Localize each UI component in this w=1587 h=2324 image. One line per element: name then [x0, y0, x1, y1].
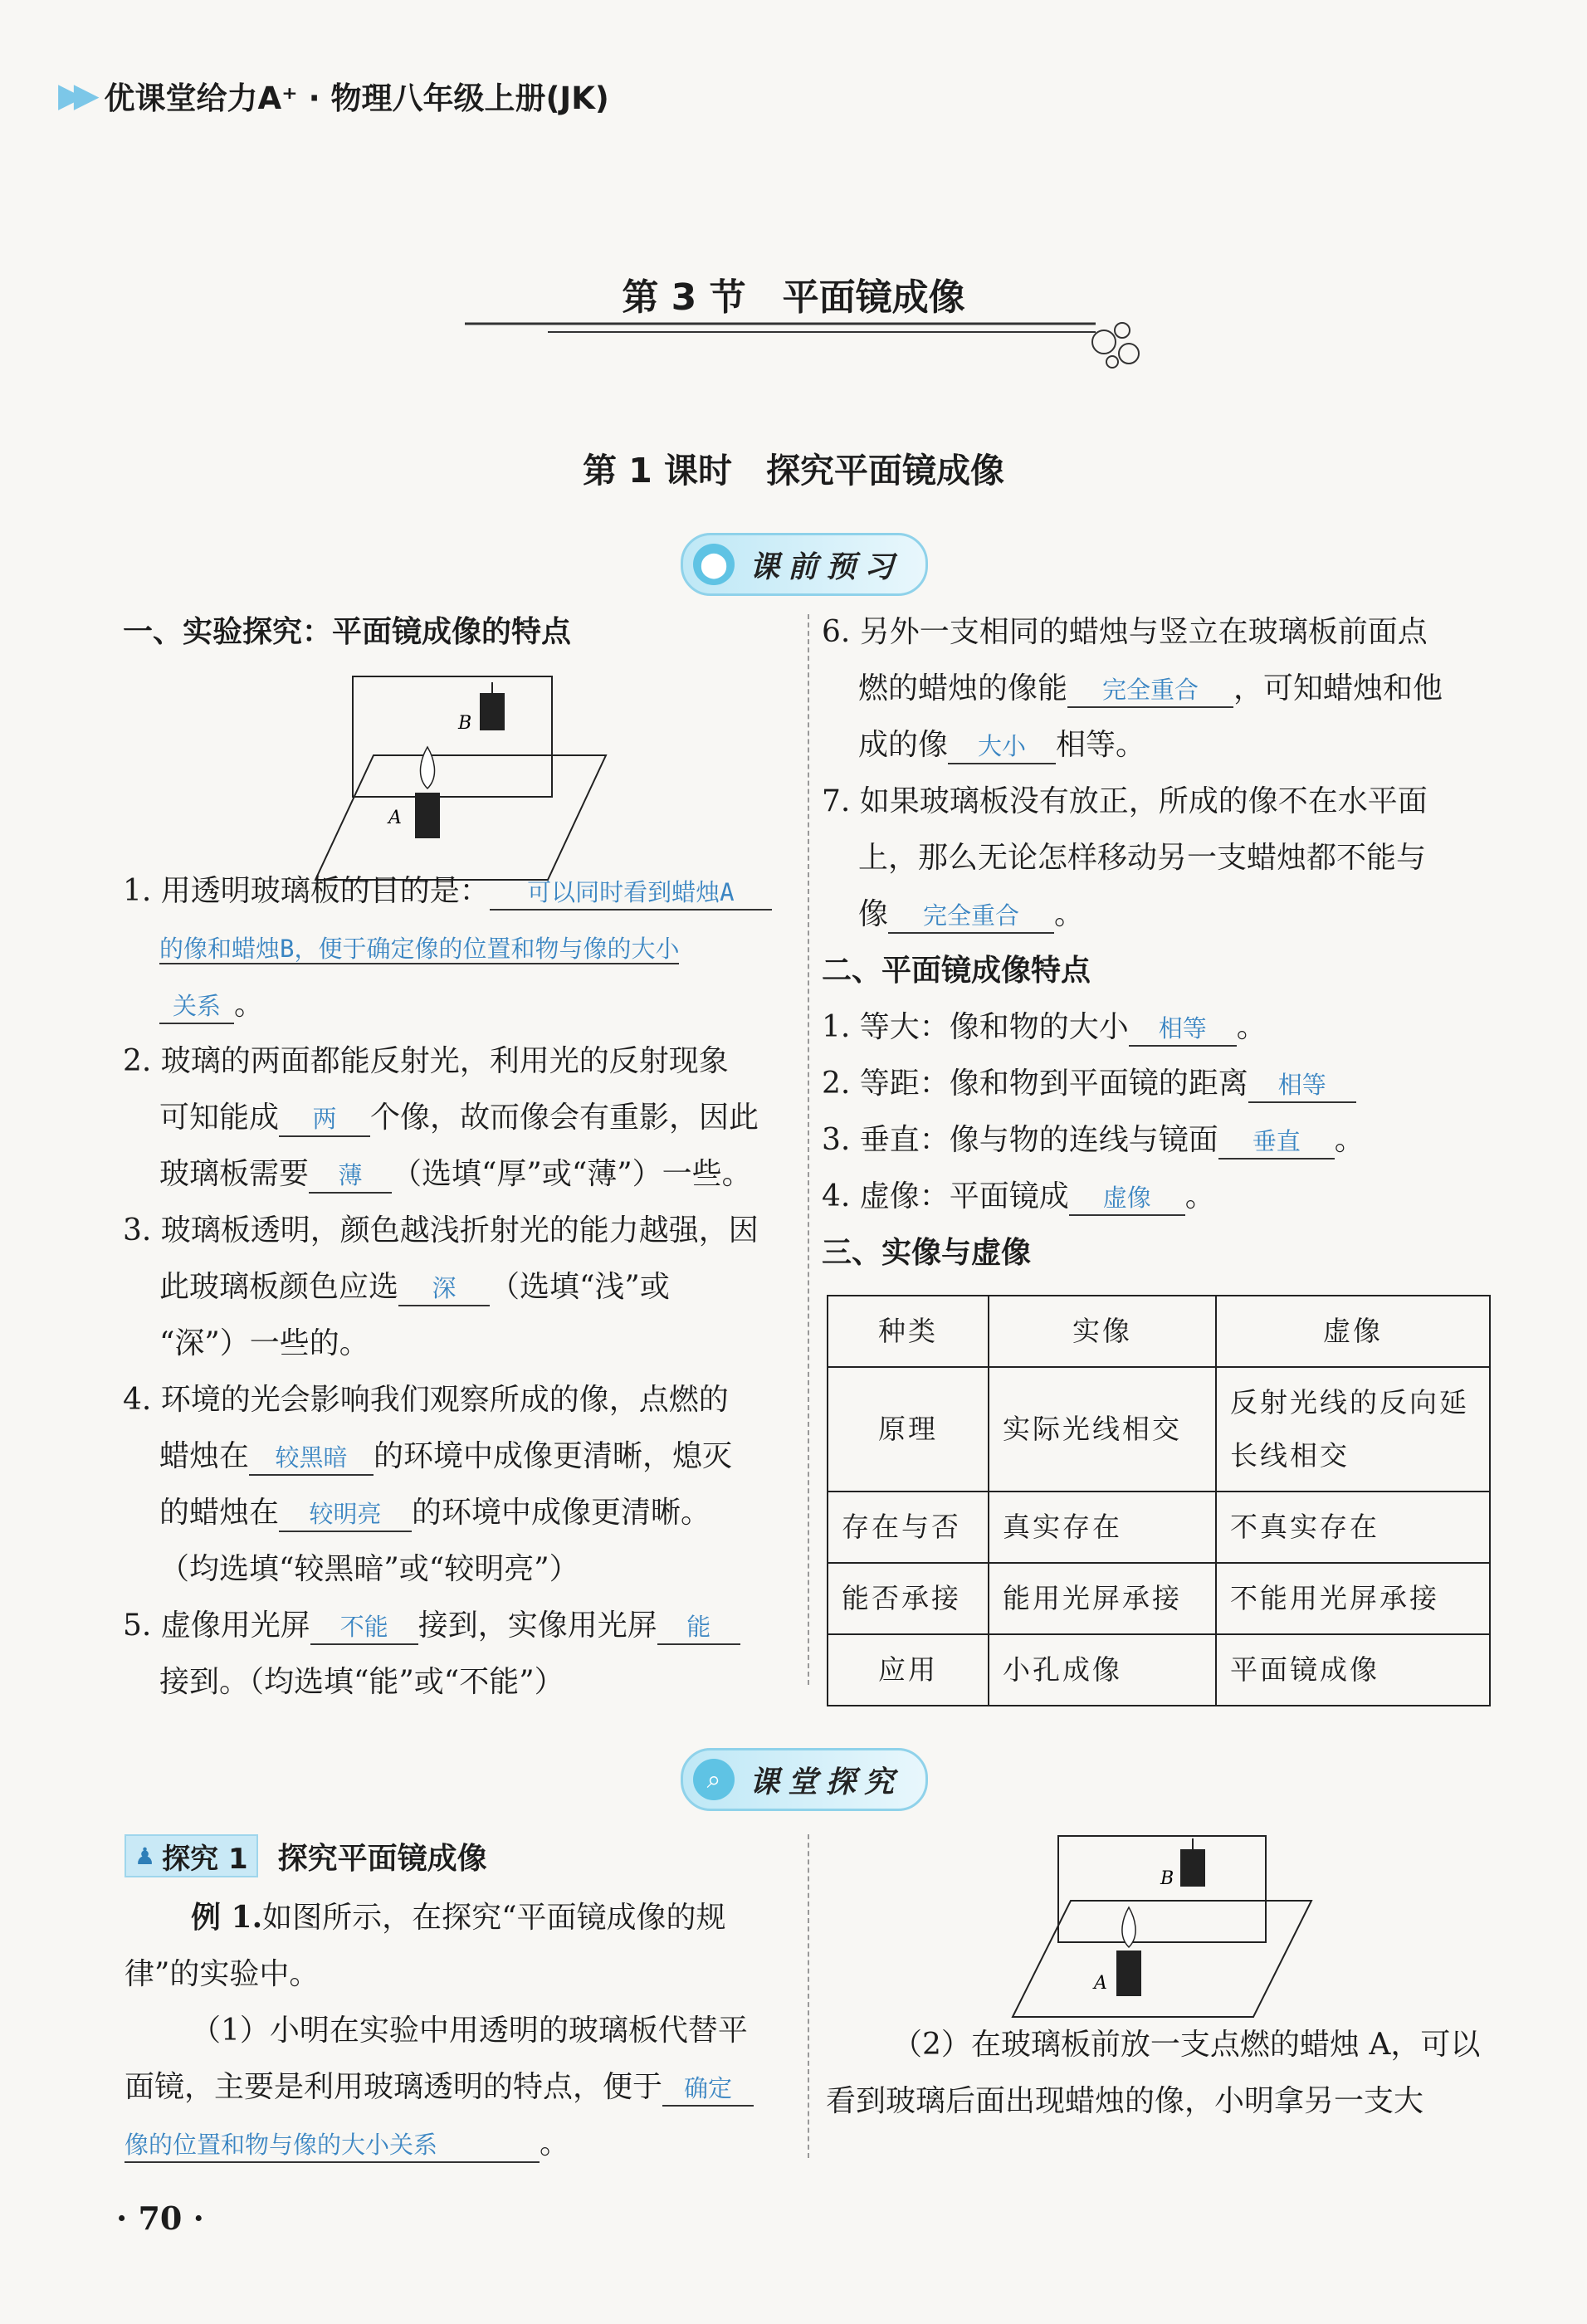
explore-tag: [125, 1834, 258, 1877]
answer-2a[interactable]: 两: [279, 1102, 370, 1137]
column-divider: [808, 614, 809, 1685]
image-comparison-table: [827, 1295, 1491, 1706]
answer-f1[interactable]: 相等: [1129, 1012, 1237, 1047]
lesson-title: 第 1 课时 探究平面镜成像: [582, 451, 1005, 491]
label-a-2: A: [1094, 1973, 1107, 1994]
heading-real-virtual: 三、实像与虚像: [822, 1236, 1032, 1270]
label-b: B: [458, 713, 472, 734]
explore-tag-label: 探究 1: [162, 1842, 248, 1876]
question-4: 4. 环境的光会影响我们观察所成的像，点燃的 蜡烛在 较黑暗 的环境中成像更清晰，熄灭 的蜡烛在 较明亮 的环境中成像更清晰。 （均选填“较黑暗”或“较明亮”）: [123, 1383, 733, 1586]
table-cell: 应用: [828, 1634, 989, 1706]
mirror-experiment-diagram: [299, 664, 614, 888]
table-row: [828, 1563, 1490, 1634]
answer-f4[interactable]: 虚像: [1069, 1181, 1185, 1216]
label-b-2: B: [1160, 1868, 1174, 1889]
table-cell: 不能用光屏承接: [1216, 1563, 1490, 1634]
answer-7[interactable]: 完全重合: [888, 899, 1054, 934]
location-pin-icon: ⬤: [693, 544, 735, 585]
mirror-experiment-diagram-2: [1004, 1826, 1328, 2025]
explore-badge-label: 课堂探究: [750, 1764, 903, 1799]
answer-4b[interactable]: 较明亮: [279, 1497, 412, 1532]
preview-badge: [681, 533, 928, 596]
answer-f3[interactable]: 垂直: [1218, 1125, 1335, 1160]
answer-4a[interactable]: 较黑暗: [249, 1441, 374, 1476]
question-5: 5. 虚像用光屏 不能 接到，实像用光屏 能 接到。（均选填“能”或“不能”）: [123, 1598, 787, 1711]
table-cell: 反射光线的反向延长线相交: [1216, 1367, 1490, 1492]
preview-badge-label: 课前预习: [750, 549, 903, 584]
title-ornament-icon: [465, 314, 1145, 372]
answer-ex1b[interactable]: 像的位置和物与像的大小关系: [125, 2128, 540, 2163]
question-7: 7. 如果玻璃板没有放正，所成的像不在水平面 上，那么无论怎样移动另一支蜡烛都不能与 像 完全重合 。: [822, 774, 1502, 943]
example-1: 例 1.如图所示，在探究“平面镜成像的规 律”的实验中。 （1）小明在实验中用透明的玻璃板代替平 面镜，主要是利用玻璃透明的特点，便于 确定 像的位置和物与像的大小关系 。: [125, 1889, 789, 2172]
answer-3[interactable]: 深: [398, 1272, 490, 1306]
table-cell: 平面镜成像: [1216, 1634, 1490, 1706]
table-cell: 不真实存在: [1216, 1492, 1490, 1563]
section-title: 第 3 节 平面镜成像: [622, 276, 965, 319]
column-divider-2: [808, 1834, 809, 2158]
feature-3: 3. 垂直：像与物的连线与镜面 垂直 。: [822, 1112, 1502, 1169]
question-2: 2. 玻璃的两面都能反射光，利用光的反射现象 可知能成 两 个像，故而像会有重影，因此 玻璃板需要 薄 （选填“厚”或“薄”）一些。: [123, 1033, 787, 1203]
answer-1a[interactable]: 可以同时看到蜡烛A: [490, 876, 772, 911]
table-cell: 种类: [828, 1296, 989, 1367]
answer-5a[interactable]: 不能: [310, 1610, 418, 1645]
table-cell: 实像: [989, 1296, 1216, 1367]
question-1: 1. 用透明玻璃板的目的是： 可以同时看到蜡烛A 的像和蜡烛B，便于确定像的位置和物与像的大小 关系 。: [123, 863, 787, 1033]
header-arrows-icon: ▶▶: [58, 76, 90, 115]
example-1-part-2: （2）在玻璃板前放一支点燃的蜡烛 A，可以 看到玻璃后面出现蜡烛的像，小明拿另一支大: [826, 2028, 1481, 2118]
table-cell: 真实存在: [989, 1492, 1216, 1563]
answer-2b[interactable]: 薄: [309, 1159, 392, 1194]
answer-5b[interactable]: 能: [657, 1610, 740, 1645]
heading-experiment: 一、实验探究：平面镜成像的特点: [123, 615, 572, 649]
person-icon: ♟: [134, 1842, 156, 1870]
feature-2: 2. 等距：像和物到平面镜的距离 相等: [822, 1056, 1502, 1112]
feature-1: 1. 等大：像和物的大小 相等 。: [822, 999, 1502, 1056]
answer-1c[interactable]: 关系: [159, 989, 234, 1024]
table-header-row: [828, 1296, 1490, 1367]
question-3: 3. 玻璃板透明，颜色越浅折射光的能力越强，因 此玻璃板颜色应选 深 （选填“浅”或 “深”）一些的。: [123, 1213, 759, 1360]
explore-heading: [125, 1834, 487, 1877]
table-cell: 小孔成像: [989, 1634, 1216, 1706]
answer-1b[interactable]: 的像和蜡烛B，便于确定像的位置和物与像的大小: [159, 935, 680, 963]
book-title: 优课堂给力A⁺ · 物理八年级上册(JK): [104, 81, 609, 116]
explore-title: 探究平面镜成像: [277, 1841, 487, 1876]
table-row: [828, 1492, 1490, 1563]
table-cell: 存在与否: [828, 1492, 989, 1563]
answer-6b[interactable]: 大小: [948, 730, 1056, 764]
table-cell: 能否承接: [828, 1563, 989, 1634]
feature-4: 4. 虚像：平面镜成 虚像 。: [822, 1169, 1502, 1225]
magnifier-icon: ⌕: [693, 1759, 735, 1800]
heading-features: 二、平面镜成像特点: [822, 954, 1091, 988]
right-questions: [822, 604, 1502, 1282]
label-a: A: [388, 808, 402, 828]
table-cell: 原理: [828, 1367, 989, 1492]
explore-badge: [681, 1748, 928, 1811]
answer-ex1a[interactable]: 确定: [662, 2072, 754, 2107]
book-header: [58, 73, 609, 118]
table-row: [828, 1367, 1490, 1492]
answer-f2[interactable]: 相等: [1248, 1068, 1356, 1103]
left-questions: [123, 863, 787, 1711]
table-cell: 实际光线相交: [989, 1367, 1216, 1492]
table-row: [828, 1634, 1490, 1706]
table-cell: 能用光屏承接: [989, 1563, 1216, 1634]
table-cell: 虚像: [1216, 1296, 1490, 1367]
answer-6a[interactable]: 完全重合: [1067, 673, 1233, 708]
question-6: 6. 另外一支相同的蜡烛与竖立在玻璃板前面点 燃的蜡烛的像能 完全重合 ，可知蜡烛和他 成的像 大小 相等。: [822, 604, 1502, 774]
page-number: · 70 ·: [116, 2200, 204, 2237]
